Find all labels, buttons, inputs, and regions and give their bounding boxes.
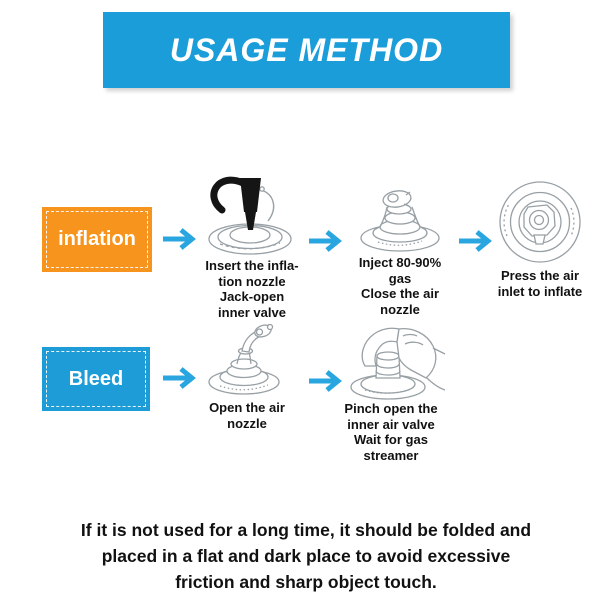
caption-line: nozzle: [227, 415, 267, 431]
caption-line: inner air valve: [347, 416, 435, 432]
valve-top-view-illustration: [497, 180, 583, 269]
caption-line: Press the air: [500, 268, 580, 283]
closed-valve-illustration: [354, 185, 446, 258]
arrow-right-icon: [160, 226, 196, 252]
step-caption: [182, 400, 312, 431]
step-caption: [187, 258, 317, 320]
caption-line: Open the air: [209, 400, 285, 415]
inflation-nozzle-valve-illustration: [202, 176, 297, 263]
step-caption: [475, 268, 605, 299]
arrow-right-icon: [160, 365, 196, 391]
caption-line: nozzle: [380, 301, 420, 317]
caption-line: Close the air: [360, 286, 440, 301]
pinch-valve-hand-illustration: [341, 326, 446, 407]
caption-line: inlet to inflate: [497, 283, 583, 299]
caption-line: Pinch open the: [344, 401, 438, 416]
note-line: If it is not used for a long time, it should be folded and: [80, 520, 532, 540]
arrow-right-icon: [456, 228, 492, 254]
page-title: USAGE METHOD: [169, 31, 444, 68]
bleed-label: Bleed: [68, 367, 124, 390]
caption-line: streamer: [363, 447, 419, 463]
usage-method-banner: [103, 12, 510, 88]
caption-line: Insert the infla-: [205, 258, 299, 273]
arrow-right-icon: [306, 368, 342, 394]
arrow-right-icon: [306, 228, 342, 254]
caption-line: Inject 80-90%: [358, 255, 442, 270]
inflation-label: inflation: [58, 228, 136, 250]
caption-line: gas: [388, 270, 412, 286]
bleed-label-box: [42, 347, 150, 411]
step-caption: [335, 255, 465, 317]
note-line: placed in a flat and dark place to avoid excessive: [101, 546, 511, 566]
caption-line: tion nozzle: [218, 273, 286, 289]
open-valve-illustration: [204, 324, 289, 401]
step-caption: [325, 401, 457, 463]
caption-line: inner valve: [218, 304, 286, 320]
caption-line: Jack-open: [219, 289, 285, 304]
caption-line: Wait for gas: [354, 432, 428, 447]
note-line: friction and sharp object touch.: [175, 572, 437, 592]
inflation-label-box: [42, 207, 152, 272]
storage-note: [26, 517, 586, 595]
